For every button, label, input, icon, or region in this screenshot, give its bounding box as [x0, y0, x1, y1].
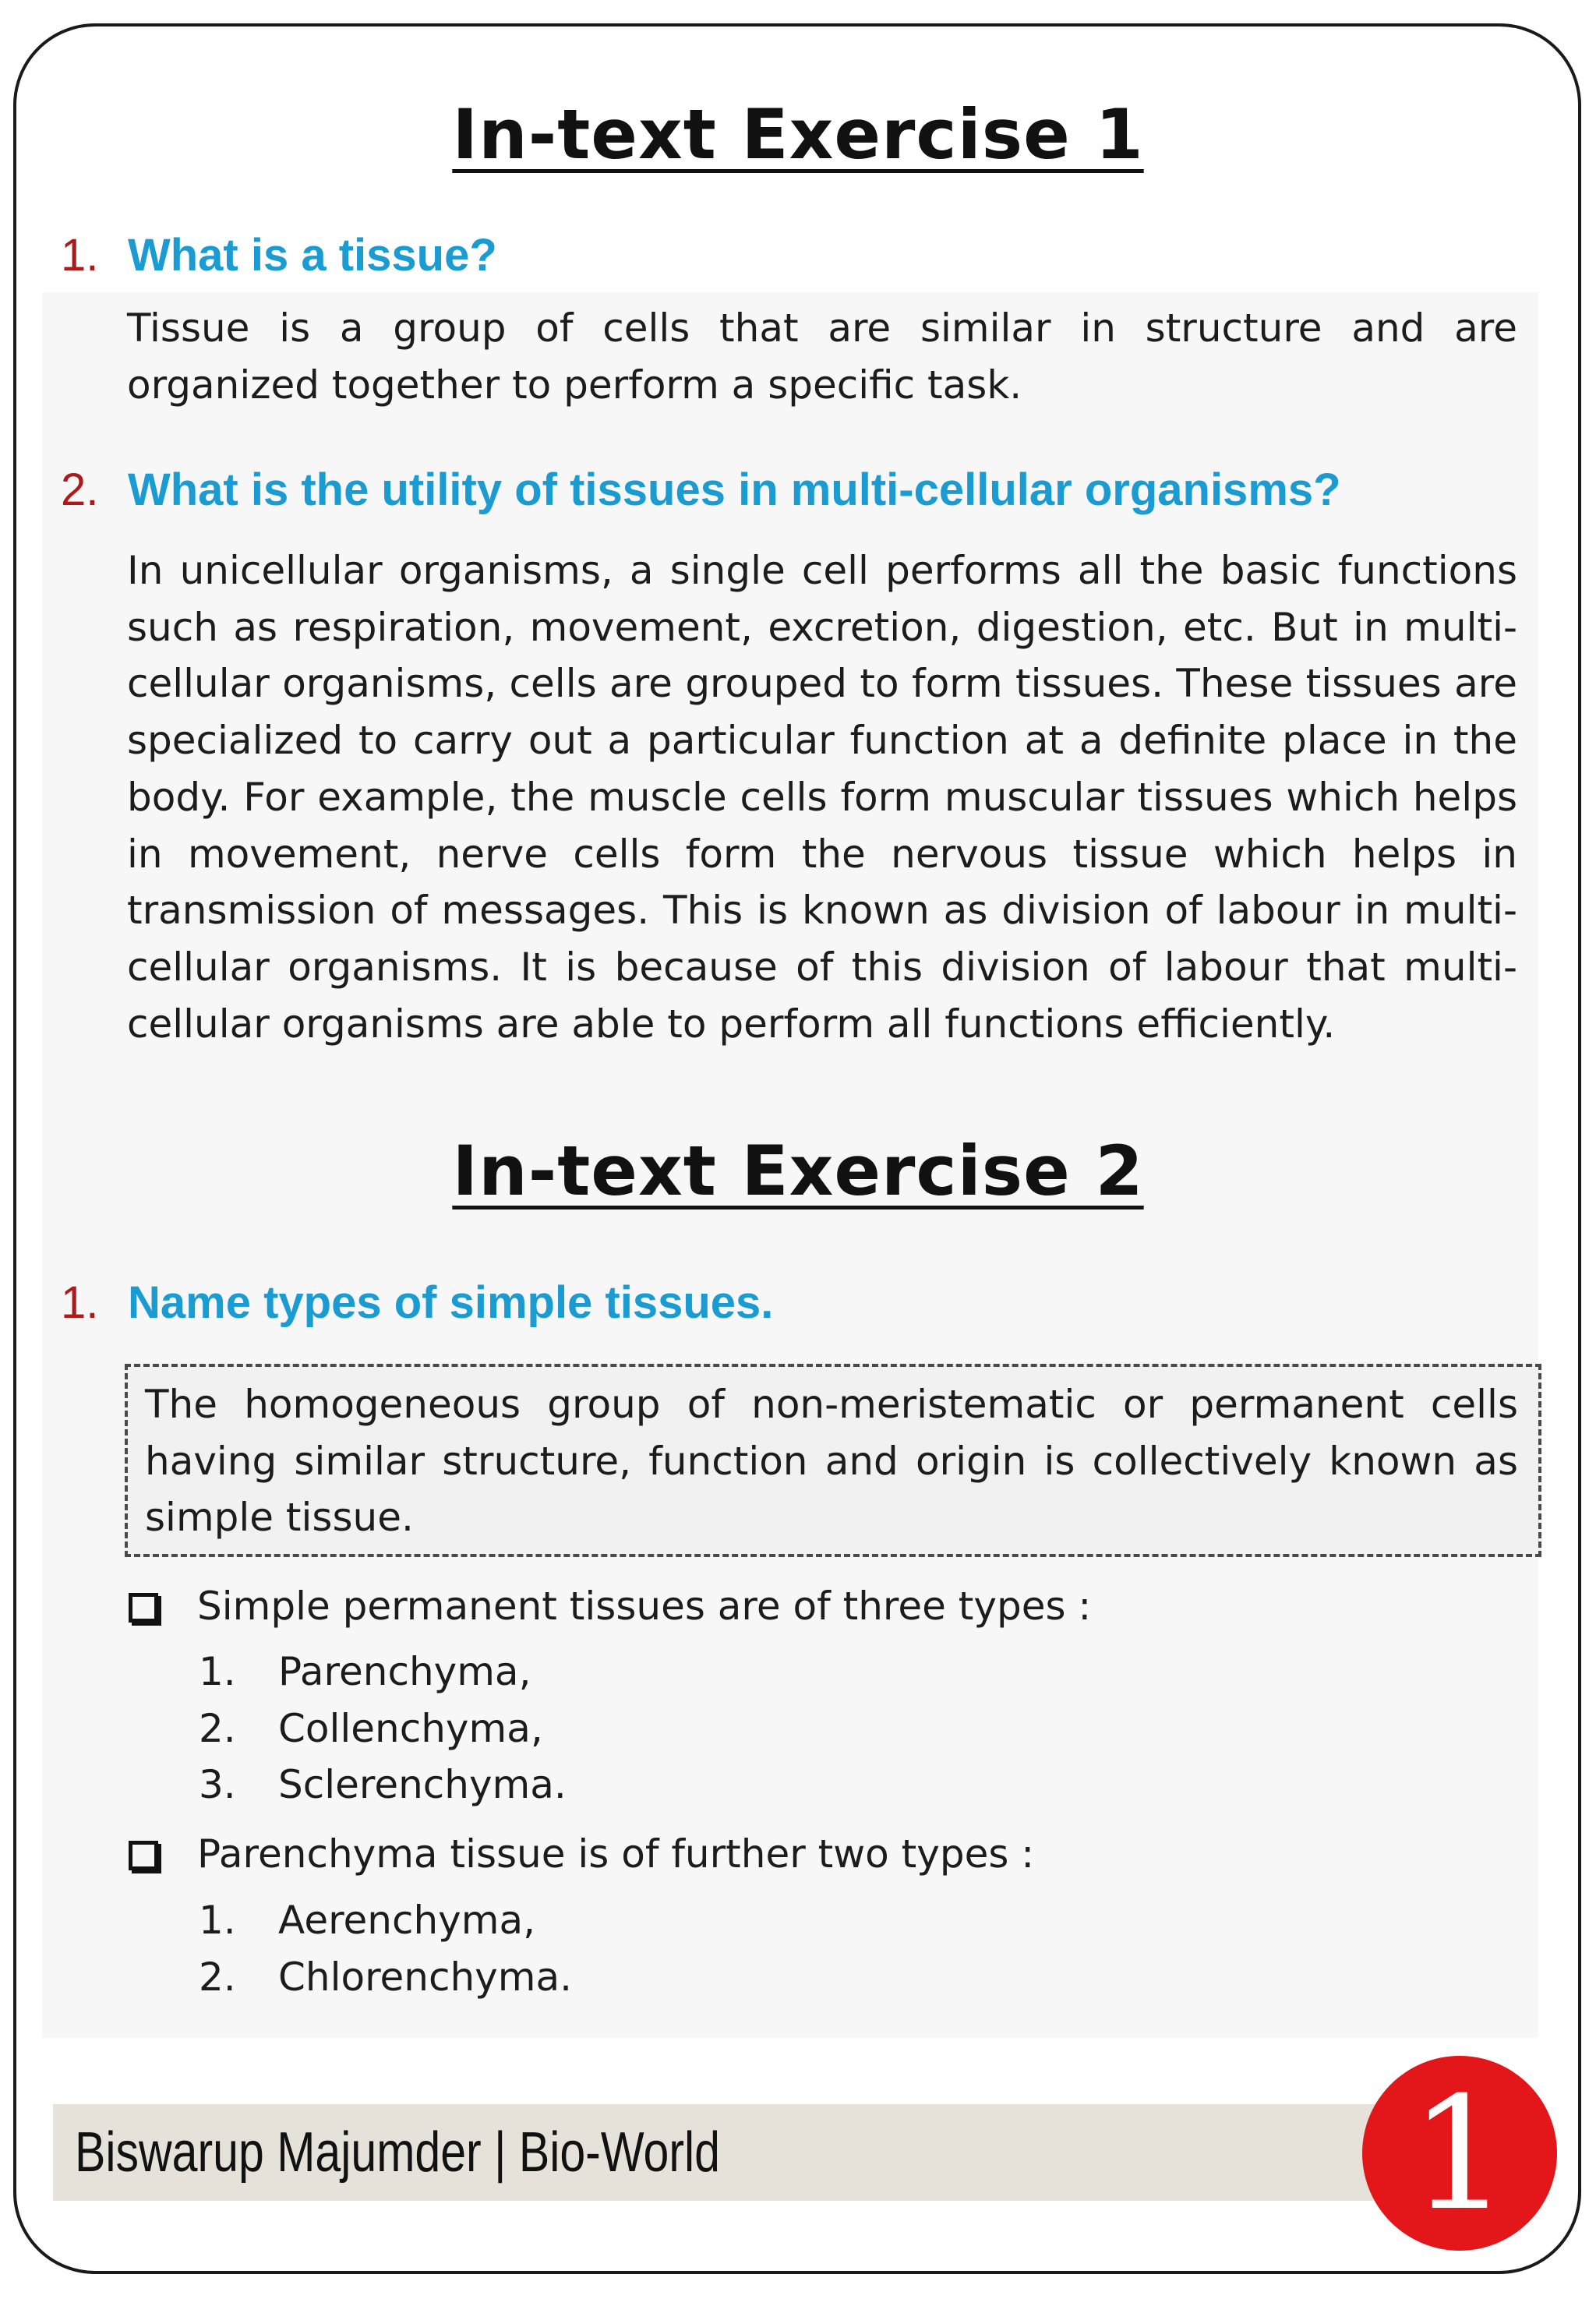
page-number: 1 — [1410, 2064, 1509, 2245]
question-text: What is the utility of tissues in multi-cellular organisms? — [128, 464, 1341, 515]
answer-2: In unicellular organisms, a single cell performs all the basic functions such as respiration, movement, excretion, digestion, etc. But in multi-cellular organisms, cells are grouped to form tissues. These tissues are specialized to carry out a particular function at a definite place in the body. For example, the muscle cells form muscular tissues which helps in movement, nerve cells form the nervous tissue which helps in transmission of messages. This is known as division of labour in multi-cellular organisms. It is because of this division of labour that multi-cellular organisms are able to perform all functions efficiently. — [127, 548, 1517, 1047]
simple-tissue-types-list — [199, 1644, 567, 1813]
footer-author: Biswarup Majumder | Bio-World — [75, 2121, 720, 2184]
bullet-simple-permanent — [129, 1579, 1091, 1633]
question-number: 1. — [61, 1277, 99, 1328]
list-item: 3. Sclerenchyma. — [199, 1762, 567, 1808]
list-item: 2. Collenchyma, — [199, 1705, 543, 1751]
question-1 — [61, 228, 497, 283]
checkbox-icon — [129, 1841, 158, 1870]
bullet-text: Parenchyma tissue is of further two types : — [197, 1831, 1035, 1877]
question-2 — [61, 463, 1341, 517]
answer-1: Tissue is a group of cells that are similar in structure and are organized together to perform a specific task. — [127, 305, 1517, 408]
definition-text: The homogeneous group of non-meristematic or permanent cells having similar structure, function and origin is collectively known as simple tissue. — [145, 1382, 1518, 1541]
parenchyma-types-list — [199, 1892, 572, 2005]
list-item: 1. Parenchyma, — [199, 1649, 531, 1694]
list-item: 1. Aerenchyma, — [199, 1898, 536, 1943]
question-text: What is a tissue? — [128, 230, 497, 281]
checkbox-icon — [129, 1593, 158, 1623]
question-text: Name types of simple tissues. — [128, 1277, 774, 1328]
bullet-parenchyma — [129, 1827, 1034, 1881]
list-item: 2. Chlorenchyma. — [199, 1954, 573, 2000]
exercise-1-heading: In-text Exercise 1 — [452, 94, 1144, 175]
question-number: 1. — [61, 230, 99, 281]
bullet-text: Simple permanent tissues are of three types : — [197, 1584, 1092, 1629]
exercise-2-heading: In-text Exercise 2 — [452, 1131, 1144, 1211]
question-ex2-1 — [61, 1276, 773, 1330]
question-number: 2. — [61, 464, 99, 515]
